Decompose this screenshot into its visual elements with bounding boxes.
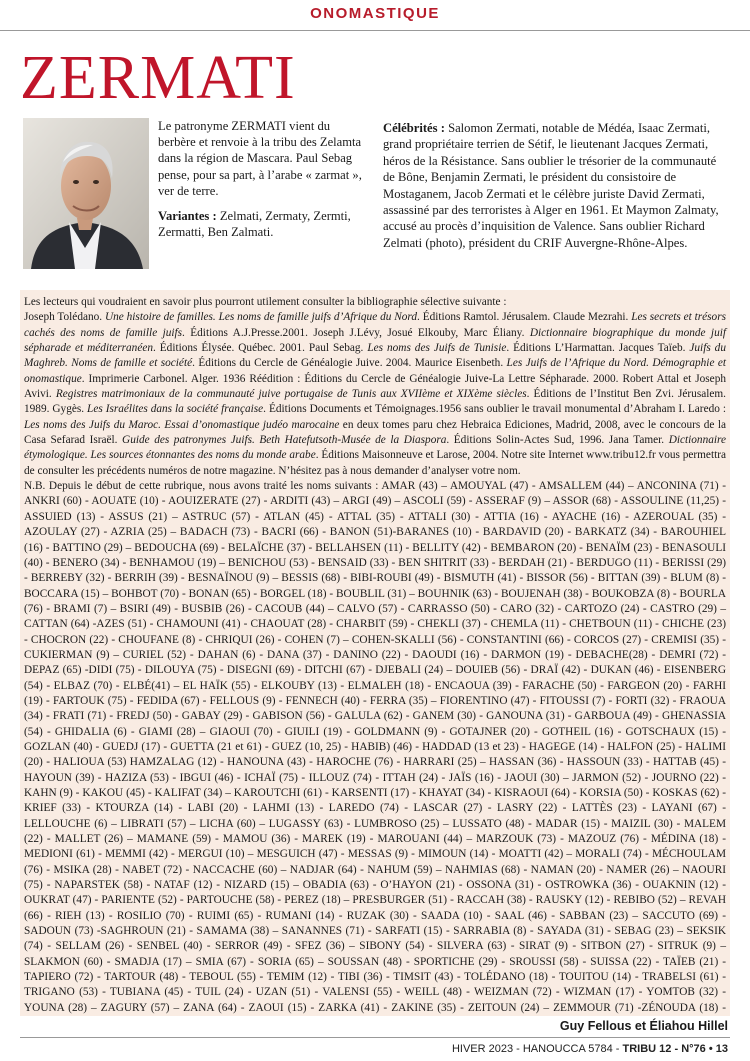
book-title: Les noms des Juifs de Tunisie — [367, 342, 507, 355]
book-title: Dictionnaire biographique du monde juif sépharade et méditerranéen — [24, 326, 726, 355]
magazine-label: TRIBU 12 - N°76 — [622, 1043, 706, 1055]
bibliography-text — [24, 310, 726, 479]
origin-text: Le patronyme ZERMATI vient du berbère et renvoie à la tribu des Zelamta dans la région de Mascara. Paul Sebag pense, pour sa part, à l’arabe « zarmat », ver de terre. — [158, 119, 362, 198]
names-list: N.B. Depuis le début de cette rubrique, nous avons traité les noms suivants : AMAR (43) – AMOUYAL (47) - AMSALLEM (44) – ANCONINA (71) - ANKRI (60) - AOUATE (10) - AOUIZERATE (27) - ARDITI (43) – ARGI (49) – ASCOLI (59) - ASSERAF (9) – ASSOR (68) - ASSOULINE (11,25) - ASSUIED (13) - ASSUS (21) – ASTRUC (57) - ATLAN (45) - ATTAL (35) - ATTALI (30) - ATTIA (16) - AYACHE (16) - AZEROUAL (35) - AZOULAY (27) - AZRIA (25) – BADACH (73) - BACRI (66) - BANON (51)-BARANES (10) - BARDAVID (20) - BARKATZ (34) - BAROUHIEL (16) - BATTINO (29) – BEDOUCHA (69) - BELAÏCHE (37) - BELLAHSEN (11) - BELLITY (42) - BEMBARON (20) - BENAÏM (23) - BENASOULI (40) - BENERO (34) - BENHAMOU (19) – BENICHOU (53) - BENSAID (33) - BEN SHITRIT (33) - BERDAH (21) - BERDUGO (11) - BERISSI (29) - BERREBY (32) - BERRIH (39) - BESNAÏNOU (9) – BESSIS (68) - BIBI-ROUBI (49) - BISMUTH (41) - BISSOR (56) - BITTAN (39) - BLUM (8) - BOCCARA (15) – BOHBOT (70) - BONAN (65) - BORGEL (18) - BOUBLIL (31) – BOUHNIK (63) - BOUJENAH (38) - BOUKOBZA (8) - BOURLA (76) - BRAMI (7) – BSIRI (49) - BUSBIB (26) - CACOUB (44) – CALVO (57) - CARRASSO (50) - CARO (32) - CARTOZO (24) - CASTRO (29) – CATTAN (64) -AZES (51) - CHAMOUNI (41) - CHAOUAT (28) - CHARBIT (59) - CHEKLI (37) - CHEMLA (11) - CHETBOUN (11) - CHICHE (23) - CHOCRON (22) - CHOUFANE (8) - CHRIQUI (26) - COHEN (7) – COHEN-SKALLI (56) - CONSTANTINI (66) - CORCOS (27) - CREMISI (35) - CUKIERMAN (9) – CURIEL (52) - DAHAN (6) - DANA (37) - DANINO (22) - DAOUDI (16) - DARMON (19) - DEBACHE(28) - DEMRI (72) - DEPAZ (65) -DIDI (75) - DILOUYA (75) - DISEGNI (69) - DITCHI (67) - DJEBALI (24) – DOUIEB (56) - DRAÏ (42) - DUKAN (46) - EISENBERG (54) - ELBAZ (70) - ELBÉ(41) – EL HAÏK (55) - ELKOUBY (13) - ELMALEH (18) - ENCAOUA (39) - FARACHE (50) - FARGEON (20) - FARHI (19) - FARTOUK (75) - FEDIDA (67) - FELLOUS (9) - FENNECH (40) - FERRA (35) – FIORENTINO (47) - FITOUSSI (7) - FORTI (32) - FRAOUA (34) - FRATI (71) - FREDJ (50) - GABAY (29) - GABISON (56) - GALULA (62) - GANEM (30) - GANOUNA (31) - GARBOUA (49) - GHENASSIA (54) - GHIDALIA (6) - GIAMI (28) – GIAOUI (70) - GIUILI (19) - GOLDMANN (9) - GOTAJNER (20) - GOTHEIL (16) - GOTSCHAUX (15) - GOZLAN (40) - GUEDJ (17) - GUETTA (21 et 61) - GUEZ (10, 25) - HABIB) (46) - HADDAD (13 et 23) - HAGEGE (14) - HALFON (25) - HALIMI (20) - HALIOUA (53) HAMZALAG (12) - HANOUNA (43) - HAROCHE (76) - HARRARI (25) – HASSAN (36) - HASSOUN (33) - HATTAB (45) - HAYOUN (39) - HAZIZA (53) - IBGUI (46) - ICHAÏ (75) - ILLOUZ (74) - ITTAH (24) - JAÏS (16) - JAOUI (30) – JARMON (52) - JOURNO (22) - KAHN (9) - KAKOU (45) - KALIFAT (34) – KAROUTCHI (61) - KARSENTI (17) - KHAYAT (34) - KISRAOUI (64) - KORSIA (50) - KOSKAS (62) - KRIEF (33) - KTOURZA (14) - LABI (20) - LAHMI (13) - LAREDO (74) - LASCAR (27) - LASRY (22) - LATTÈS (23) - LAYANI (67) - LELLOUCHE (6) – LIBRATI (57) – LICHA (60) – LUGASSY (63) - LUMBROSO (25) – LUSSATO (48) - MADAR (15) - MAIZIL (30) - MALEM (22) - MALLET (26) – MAMANE (59) - MAMOU (36) - MAREK (19) - MAROUANI (44) – MARZOUK (73) - MAZOUZ (76) - MÉDINA (18) - MEDIONI (61) - MEMMI (42) - MERGUI (10) – MESGUICH (47) - MESSAS (9) - MIMOUN (14) - MOATTI (42) – MORALI (74) - MÉCHOULAM (76) - MSIKA (28) - NABET (72) - NACCACHE (60) – NADJAR (64) - NAHUM (59) – NAHMIAS (68) - NAMAN (20) - NAMER (26) – NAOURI (75) - NAPARSTEK (58) - NATAF (12) - NIZARD (15) – OBADIA (63) - O’HAYON (21) - OSSONA (31) - OSTROWKA (36) - OUAKNIN (12) - OUKRAT (47) - PARIENTE (52) - PARTOUCHE (58) - PEREZ (18) – PRESBURGER (51) - RACCAH (38) - RAUSKY (12) - REBIBO (52) – REVAH (66) - RIEH (13) - ROSILIO (70) - RUIMI (65) - RUMANI (14) - RUZAK (30) - SAADA (10) - SAAL (46) - SABBAN (23) – SACCUTO (69) - SADOUN (73) -SAGHROUN (21) - SAMAMA (38) – SANANNES (71) - SARFATI (15) - SARRABIA (8) - SAYADA (31) - SEBAG (23) – SEKSIK (74) - SELLAM (26) - SENBEL (40) - SERROR (49) - SFEZ (36) – SIBONY (54) - SILVERA (63) - SIRAT (9) - SITBON (27) - SITRUK (9) – SLAKMON (60) - SMADJA (17) – SMIA (67) - SORIA (65) – SOUSSAN (48) - SPORTICHE (29) - SROUSSI (58) - SUISSA (22) - TAÏEB (21) - TAPIERO (72) - TARTOUR (48) - TEBOUL (55) - TEMIM (12) - TIBI (36) - TIMSIT (43) - TOLÉDANO (18) - TOUITOU (14) - TRABELSI (61) - TRIGANO (53) - TUBIANA (45) - TUIL (24) - UZAN (51) - VALENSI (55) - WEILL (48) - WEIZMAN (72) - WIZMAN (17) - YOMTOB (32) - YOUNA (28) – ZAGURY (57) – ZANA (64) - ZAOUI (15) - ZARKA (41) - ZAKINE (35) - ZEITOUN (24) – ZEMMOUR (71) -ZÉNOUDA (18) - — [24, 480, 726, 1014]
bibliography-segment: . Éditions de l’Institut Ben Zvi. Jérusalem. 1989. Gygès. — [24, 388, 726, 416]
book-title: Les Israélites dans la société française — [87, 403, 264, 416]
page-number: • 13 — [708, 1043, 728, 1055]
intro-column — [158, 118, 370, 249]
book-title: Juifs du Maghreb. Noms de famille et société — [24, 342, 726, 370]
variants-label: Variantes : — [158, 209, 217, 224]
book-title: Les noms des Juifs du Maroc. Essai d’onomastique judéo marocaine — [24, 418, 340, 431]
bibliography-segment: en deux tomes paru chez Hebraica Ediciones, Madrid, 2008, avec le concours de la Casa Sefarad Israël. — [24, 418, 726, 447]
page-title: ZERMATI — [20, 44, 296, 112]
celebrities-column — [383, 120, 728, 251]
portrait-photo — [23, 118, 149, 269]
celebrities-text: Salomon Zermati, notable de Médéa, Isaac Zermati, grand propriétaire terrien de Sétif, le lieutenant Jacques Zermati, héros de la Résistance. Sans oublier le trésorier de la communauté de Bône, Benjamin Zermati, le président du consistoire de Mostaganem, Jacob Zermati et le célèbre juriste David Zermati, assassiné par des terroristes à Alger en 1961. Et Maymon Zalmaty, accusé au procès d’inquisition de Valence. Sans oublier Richard Zelmati (photo), président du CRIF Auvergne-Rhône-Alpes. — [383, 121, 719, 250]
variants-text: Zelmati, Zermaty, Zermti, Zermatti, Ben Zalmati. — [158, 209, 351, 240]
bibliography-segment: . Éditions Documents et Témoignages.1956 sans oublier le travail monumental d’Abraham I. Laredo : — [263, 403, 726, 416]
bibliography-segment: Joseph Tolédano. — [24, 311, 105, 324]
footer-rule — [20, 1037, 730, 1038]
bibliography-segment: . Éditions Élysée. Québec. 2001. Paul Sebag. — [153, 342, 368, 355]
bibliography-segment: . Éditions Ramtol. Jérusalem. Claude Mezrahi. — [417, 311, 632, 324]
bibliography-intro: Les lecteurs qui voudraient en savoir plus pourront utilement consulter la bibliographie sélective suivante : — [24, 296, 507, 308]
bibliography-segment: . Éditions Solin-Actes Sud, 1996. Jana Tamer. — [446, 434, 669, 447]
bibliography-segment: . Éditions A.J.Presse.2001. Joseph J.Lévy, Josué Elkouby, Marc Éliany. — [182, 326, 530, 339]
book-title: Les secrets et trésors cachés des noms de famille juifs — [24, 311, 726, 339]
bibliography-segment: . Éditions L’Harmattan. Jacques Taïeb. — [506, 342, 690, 355]
book-title: Les Juifs de l’Afrique du Nord. Démographie et onomastique — [24, 357, 727, 385]
celebrities-label: Célébrités : — [383, 121, 445, 135]
issue-label: HIVER 2023 - HANOUCCA 5784 - — [451, 1043, 623, 1055]
book-title: Dictionnaire étymologique. Les sources étonnantes des noms du monde arabe — [24, 434, 726, 462]
authors-credit: Guy Fellous et Éliahou Hillel — [559, 1019, 728, 1033]
variants-paragraph — [158, 208, 370, 240]
bibliography-segment: . Éditions du Cercle de Généalogie Juive. 2004. Maurice Eisenbeth. — [192, 357, 507, 370]
book-title: Une histoire de familles. Les noms de famille juifs d’Afrique du Nord — [104, 311, 418, 324]
bibliography-segment: . Éditions Maisonneuve et Larose, 2004. Notre site Internet www.tribu12.fr vous permettra de consulter les précédents numéros de notre magazine. N’hésitez pas à nous demander d’analyser votre nom. — [24, 449, 726, 477]
rubric-title: ONOMASTIQUE — [310, 5, 440, 22]
page-footer — [452, 1043, 728, 1055]
bibliography-box — [20, 290, 730, 1016]
book-title: Registres matrimoniaux de la communauté juive portugaise de Tunis aux XVIIème et XIXème siècles — [55, 388, 527, 401]
bibliography-segment: . Imprimerie Carbonel. Alger. 1936 Réédition : Éditions du Cercle de Généalogie Juive-La Lettre Sépharade. 2000. Robert Attal et Joseph Avivi. — [24, 372, 726, 401]
book-title: Guide des patronymes Juifs. Beth Hatefutsoth-Musée de la Diaspora — [122, 434, 447, 447]
